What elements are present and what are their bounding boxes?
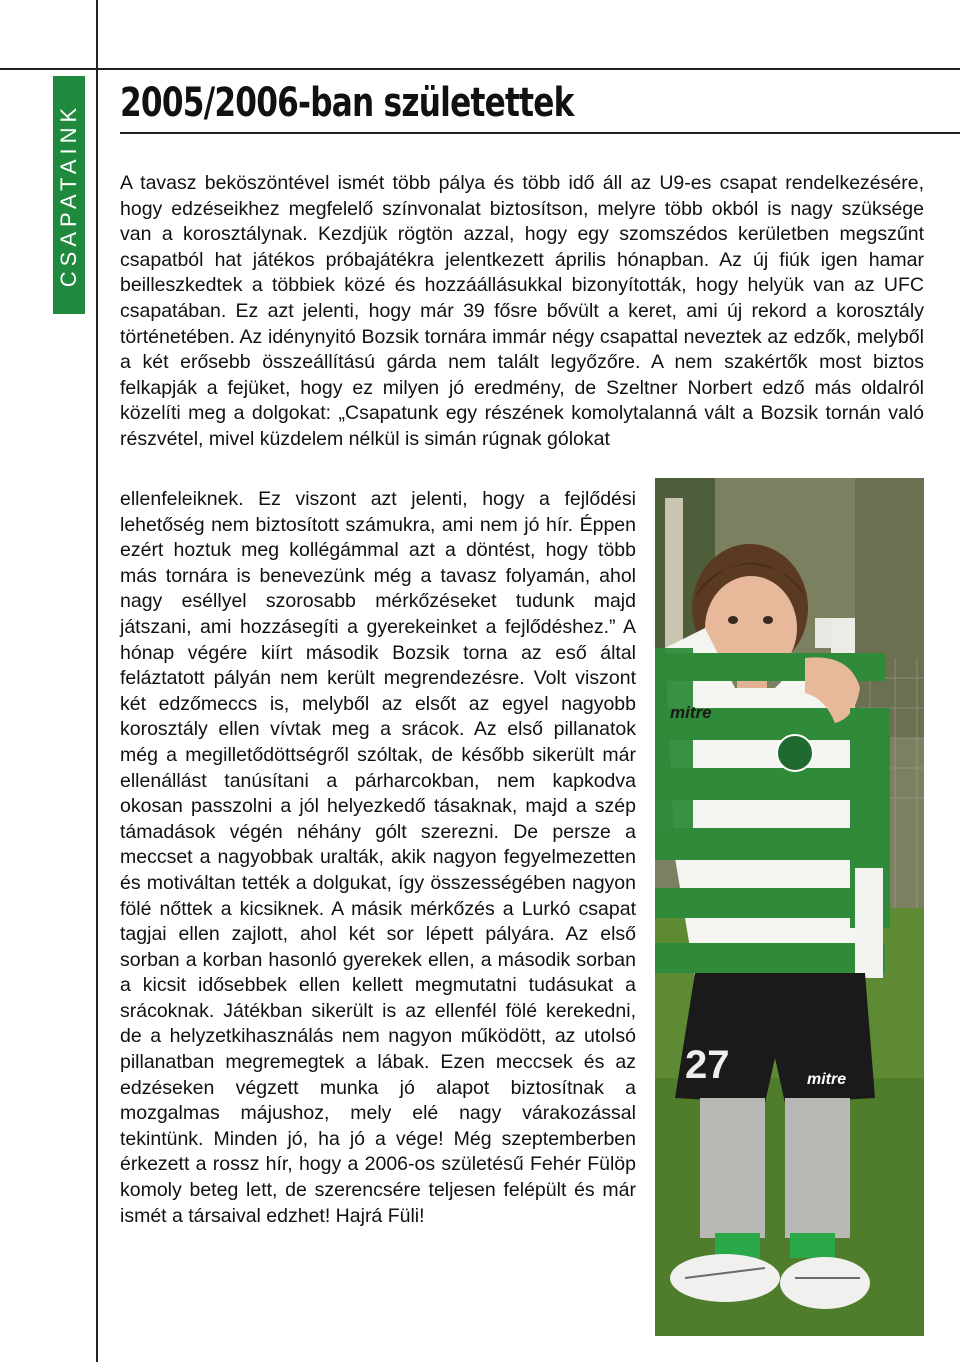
top-divider xyxy=(0,68,960,70)
shirt-brand: mitre xyxy=(670,703,712,722)
article-paragraph-top: A tavasz beköszöntével ismét több pálya és több idő áll az U9-es csapat rendelkezésére, hogy edzéseikhez megfelelő színvonalat biztosítson, melyre több okból is nagy szüksége van a korosztálynak. Kezdjük rögtön azzal, hogy egy szomszédos kerületben megszűnt csapatból hat játékos próbajátékra jelentkezett április hónapban. Az új fiúk igen hamar beilleszkedtek a többiek közé és hozzáállásukkal bizonyították, hogy helyük van az UFC csapatában. Ez azt jelenti, hogy már 39 fősre bővült a keret, ami új rekord a korosztály történetében. Az idénynyitó Bozsik tornára immár négy csapattal neveztek az edzők, melyből a két erősebb összeállítású gárda nem talált legyőzőre. A nem szakértők most biztos felkapják a fejüket, hogy ez milyen jó eredmény, de Szeltner Norbert edző más oldalról közelíti meg a dolgokat: „Csapatunk egy részének komolytalanná vált a Bozsik tornán való részvétel, mivel küzdelem nélkül is simán rúgnak gólokat xyxy=(120,172,924,450)
svg-text:27: 27 xyxy=(685,1043,730,1087)
section-label: CSAPATAINK xyxy=(56,102,82,288)
shorts-brand: mitre xyxy=(807,1071,847,1088)
margin-divider xyxy=(96,0,98,1362)
title-underline xyxy=(120,132,960,134)
article-paragraph-bottom: ellenfeleiknek. Ez viszont azt jelenti, hogy a fejlődési lehetőség nem biztosított számukra, ami nem jó hír. Éppen ezért hoztuk meg kollégámmal azt a döntést, hogy több más tornára is benevezünk még a tavasz folyamán, ahol nagy eséllyel szorosabb mérkőzéseket tudunk majd játszani, ami hozzásegíti a gyerekeinket a fejlődéshez.” A hónap végére kiírt második Bozsik torna az eső által feláztatott pályán nem került megrendezésre. Volt viszont két edzőmeccs is, melyből az elsőt az egyel nagyobb korosztály ellen vívtak meg a srácok. Az első pillanatok még a megilletődöttségről szóltak, de később sikerült már ellenállást tanúsítani a párharcokban, nem kapkodva okosan passzolni a jól helyezkedő tásaknak, majd a szép támadások végén néhány gólt szerezni. De persze a meccset a nagyobbak uralták, akik nagyon fegyelmezetten és motiváltan tették a dolgukat, így összességében nagyon fölé nőttek a kicsiknek. A másik mérkőzés a Lurkó csapat tagjai ellen zajlott, ahol két sor lépett pályára. Az első sorban a korban hasonló gyerekek ellen, a második sorban a kicsit idősebbek ellen kellett megmutatni tudásukat a srácoknak. Játékban sikerült is az ellenfél fölé kerekedni, de a helyzetkihasználás nem nagyon működött, az utolsó pillanatban megremegtek a lábak. Ezen meccsek és az edzéseken végzett munka jó alapot biztosítnak a mozgalmas májushoz, mely elé nagy várakozással tekintünk. Minden jó, ha jó a vége! Még szeptemberben érkezett a rossz hír, hogy a 2006-os születésű Fehér Fülöp komoly beteg lett, de szerencsére teljesen felépült és már ismét a társaival edzhet! Hajrá Füli! xyxy=(120,488,636,1227)
player-illustration xyxy=(655,478,924,1336)
section-tab xyxy=(53,76,85,314)
article-title: 2005/2006-ban születettek xyxy=(120,80,574,126)
player-photo xyxy=(655,478,924,1336)
